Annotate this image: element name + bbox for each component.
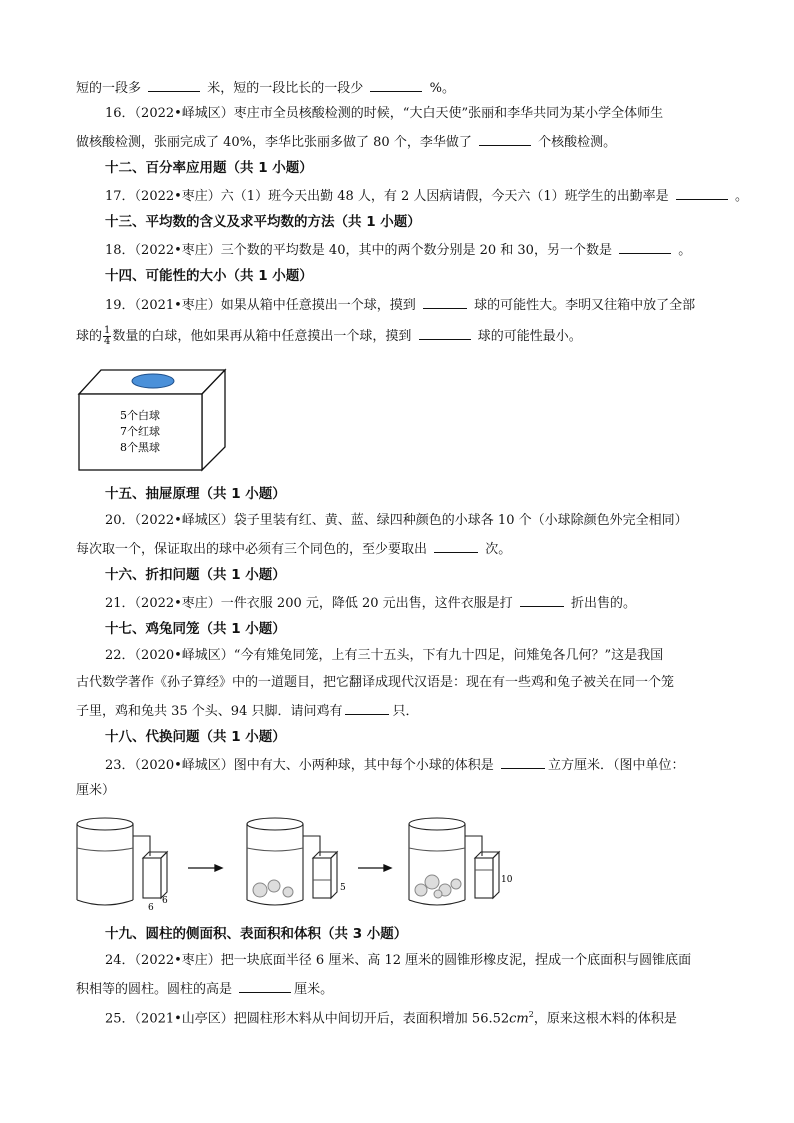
box-label-red: 7个红球 <box>120 425 160 438</box>
q15-continuation: 短的一段多 米，短的一段比长的一段少 %。 <box>76 78 455 98</box>
section-heading-14: 十四、可能性的大小（共 1 小题） <box>105 268 313 284</box>
q21: 21．（2022•枣庄）一件衣服 200 元，降低 20 元出售，这件衣服是打 折出售的。 <box>105 593 636 613</box>
answer-blank[interactable] <box>520 593 564 607</box>
q16-line1: 16．（2022•峄城区）枣庄市全员核酸检测的时候，“大白天使”张丽和李华共同为某小学全体师生 <box>105 106 664 121</box>
q22-line2: 古代数学著作《孙子算经》中的一道题目，把它翻译成现代汉语是：现在有一些鸡和兔子被关在同一个笼 <box>76 675 675 690</box>
q20-line2: 每次取一个，保证取出的球中必须有三个同色的，至少要取出 次。 <box>76 539 511 559</box>
balls-mixed <box>415 875 461 898</box>
dim-label-6a: 6 <box>148 903 154 913</box>
q23-line1: 23．（2020•峄城区）图中有大、小两种球，其中每个小球的体积是 立方厘米．（图中单位： <box>105 755 684 775</box>
balls-large <box>253 880 293 897</box>
arrow-icon <box>188 865 222 871</box>
answer-blank[interactable] <box>434 539 478 553</box>
q24-line2: 积相等的圆柱。圆柱的高是 厘米。 <box>76 979 333 999</box>
answer-blank[interactable] <box>239 979 291 993</box>
answer-blank[interactable] <box>676 186 728 200</box>
box-opening <box>132 374 174 388</box>
section-heading-17: 十七、鸡兔同笼（共 1 小题） <box>105 621 286 637</box>
fraction-one-quarter: $\frac{1}{4}$ <box>104 325 111 347</box>
dim-label-5: 5 <box>340 883 346 893</box>
box-label-white: 5个白球 <box>120 409 160 422</box>
answer-blank[interactable] <box>501 755 545 769</box>
q25: 25．（2021•山亭区）把圆柱形木料从中间切开后，表面积增加 $56.52cm^2$，原来这根木料的体积是 <box>105 1010 677 1027</box>
q24-line1: 24．（2022•枣庄）把一块底面半径 6 厘米、高 12 厘米的圆锥形橡皮泥，捏成一个底面积与圆锥底面 <box>105 953 692 968</box>
section-heading-15: 十五、抽屉原理（共 1 小题） <box>105 486 286 502</box>
dim-label-6b: 6 <box>162 896 168 906</box>
q18: 18．（2022•枣庄）三个数的平均数是 40，其中的两个数分别是 20 和 30，另一个数是 。 <box>105 240 691 260</box>
section-heading-13: 十三、平均数的含义及求平均数的方法（共 1 小题） <box>105 214 421 230</box>
answer-blank[interactable] <box>419 326 471 340</box>
box-label-black: 8个黑球 <box>120 441 160 454</box>
q16-line2: 做核酸检测，张丽完成了 40%，李华比张丽多做了 80 个，李华做了 个核酸检测。 <box>76 132 616 152</box>
arrow-icon <box>358 865 391 871</box>
answer-blank[interactable] <box>423 295 467 309</box>
ball-box-figure <box>78 368 228 472</box>
q20-line1: 20．（2022•峄城区）袋子里装有红、黄、蓝、绿四种颜色的小球各 10 个（小球除颜色外完全相同） <box>105 513 688 528</box>
answer-blank[interactable] <box>619 240 671 254</box>
q19-line1: 19．（2021•枣庄）如果从箱中任意摸出一个球，摸到 球的可能性大。李明又往箱中放了全部 <box>105 295 695 315</box>
answer-blank[interactable] <box>370 78 422 92</box>
displacement-figure <box>70 810 513 920</box>
answer-blank[interactable] <box>345 701 389 715</box>
section-heading-18: 十八、代换问题（共 1 小题） <box>105 729 286 745</box>
q22-line3: 子里，鸡和兔共 35 个头、94 只脚．请问鸡有 只． <box>76 701 419 721</box>
section-heading-19: 十九、圆柱的侧面积、表面积和体积（共 3 小题） <box>105 926 408 942</box>
q23-line2: 厘米） <box>76 783 116 798</box>
section-heading-16: 十六、折扣问题（共 1 小题） <box>105 567 286 583</box>
beaker-1 <box>77 818 167 905</box>
q22-line1: 22．（2020•峄城区）“今有雉兔同笼，上有三十五头，下有九十四足，问雉兔各几何？”这是我国 <box>105 648 664 663</box>
q17: 17．（2022•枣庄）六（1）班今天出勤 48 人，有 2 人因病请假，今天六（1）班学生的出勤率是 。 <box>105 186 748 206</box>
answer-blank[interactable] <box>148 78 200 92</box>
answer-blank[interactable] <box>479 132 531 146</box>
section-heading-12: 十二、百分率应用题（共 1 小题） <box>105 160 313 176</box>
dim-label-10: 10 <box>501 875 513 885</box>
q19-line2: 球的 $\frac{1}{4}$ 数量的白球，他如果再从箱中任意摸出一个球，摸到 球的可能性最小。 <box>76 325 582 347</box>
